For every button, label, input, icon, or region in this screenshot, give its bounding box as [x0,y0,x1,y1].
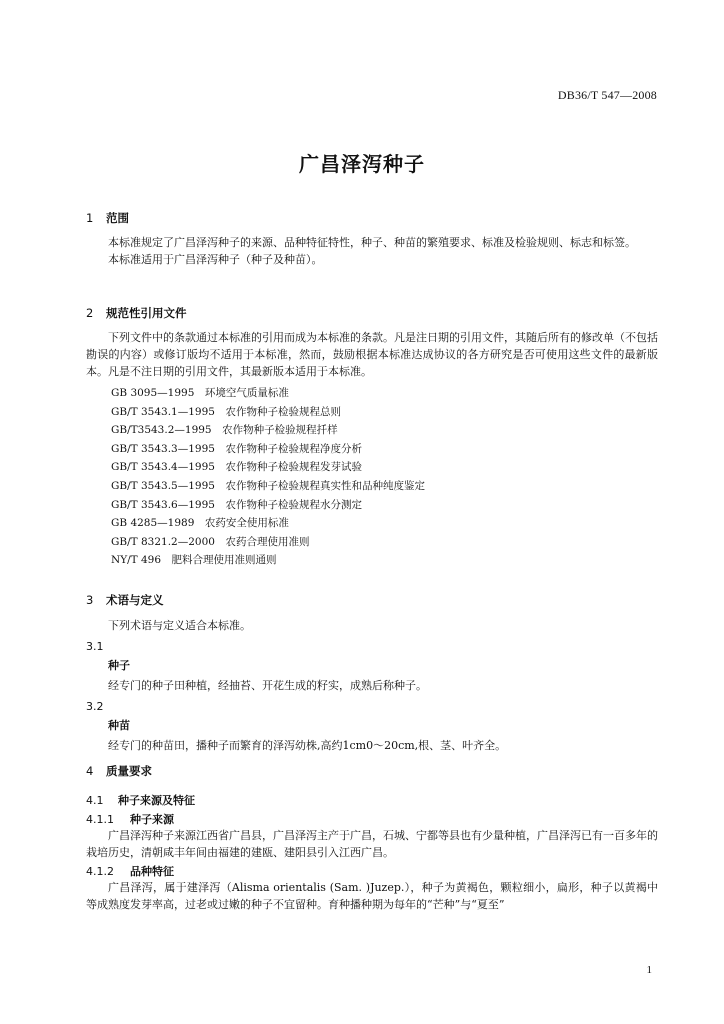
subsection-heading: 4.1 种子来源及特征 [86,794,195,807]
term-number: 3.2 [86,700,104,713]
section-2 [86,305,658,570]
term-number: 3.1 [86,640,104,653]
page-number: 1 [646,964,652,976]
reference-item: GB 4285—1989 农药安全使用标准 [111,517,289,530]
subsection-heading: 4.1.2 品种特征 [86,865,174,878]
section-4 [86,763,658,913]
paragraph: 广昌泽泻，属于建泽泻（Alisma orientalis (Sam. )Juzep.），种子为黄褐色，颗粒细小，扁形，种子以黄褐中等成熟度发芽率高，过老或过嫩的种子不宜留种。育种播种期为每年的“芒种”与“夏至” [86,881,658,911]
paragraph: 下列术语与定义适合本标准。 [108,619,251,632]
standard-code: DB36/T 547—2008 [557,88,657,102]
section-heading: 3 术语与定义 [86,593,164,607]
section-1 [86,210,658,268]
reference-item: GB 3095—1995 环境空气质量标准 [111,387,289,399]
paragraph: 下列文件中的条款通过本标准的引用而成为本标准的条款。凡是注日期的引用文件，其随后所有的修改单（不包括勘误的内容）或修订版均不适用于本标准，然而，鼓励根据本标准达成协议的各方研究是否可使用这些文件的最新版本。凡是不注日期的引用文件，其最新版本适用于本标准。 [86,331,658,378]
term-name: 种子 [108,659,130,672]
paragraph: 本标准适用于广昌泽泻种子（种子及种苗）。 [108,253,323,266]
reference-item: GB/T 3543.4—1995 农作物种子检验规程发芽试验 [111,461,362,474]
reference-item: GB/T 3543.6—1995 农作物种子检验规程水分测定 [111,498,362,511]
paragraph: 本标准规定了广昌泽泻种子的来源、品种特征特性，种子、种苗的繁殖要求、标准及检验规则、标志和标签。 [108,236,636,249]
reference-item: GB/T 3543.1—1995 农作物种子检验规程总则 [111,405,341,418]
section-heading: 1 范围 [86,211,129,225]
document-title: 广昌泽泻种子 [299,152,425,176]
section-heading: 4 质量要求 [86,764,152,778]
section-heading: 2 规范性引用文件 [86,306,187,320]
subsection-heading: 4.1.1 种子来源 [86,813,174,826]
paragraph: 广昌泽泻种子来源江西省广昌县，广昌泽泻主产于广昌，石城、宁都等县也有少量种植，广昌泽泻已有一百多年的栽培历史，清朝咸丰年间由福建的建瓯、建阳县引入江西广昌。 [86,829,658,859]
section-3 [86,592,658,754]
reference-item: GB/T 8321.2—2000 农药合理使用准则 [111,535,310,548]
term-definition: 经专门的种子田种植，经抽苔、开花生成的籽实，成熟后称种子。 [108,679,427,692]
term-name: 种苗 [108,719,130,732]
term-definition: 经专门的种苗田，播种子而繁育的泽泻幼株,高约1cm0～20cm,根、茎、叶齐全。 [108,739,507,752]
reference-item: GB/T 3543.5—1995 农作物种子检验规程真实性和品种纯度鉴定 [111,479,425,492]
reference-item: GB/T 3543.3—1995 农作物种子检验规程净度分析 [111,442,362,455]
reference-item: NY/T 496 肥料合理使用准则通则 [111,554,277,567]
reference-item: GB/T3543.2—1995 农作物种子检验规程扦样 [111,424,338,437]
